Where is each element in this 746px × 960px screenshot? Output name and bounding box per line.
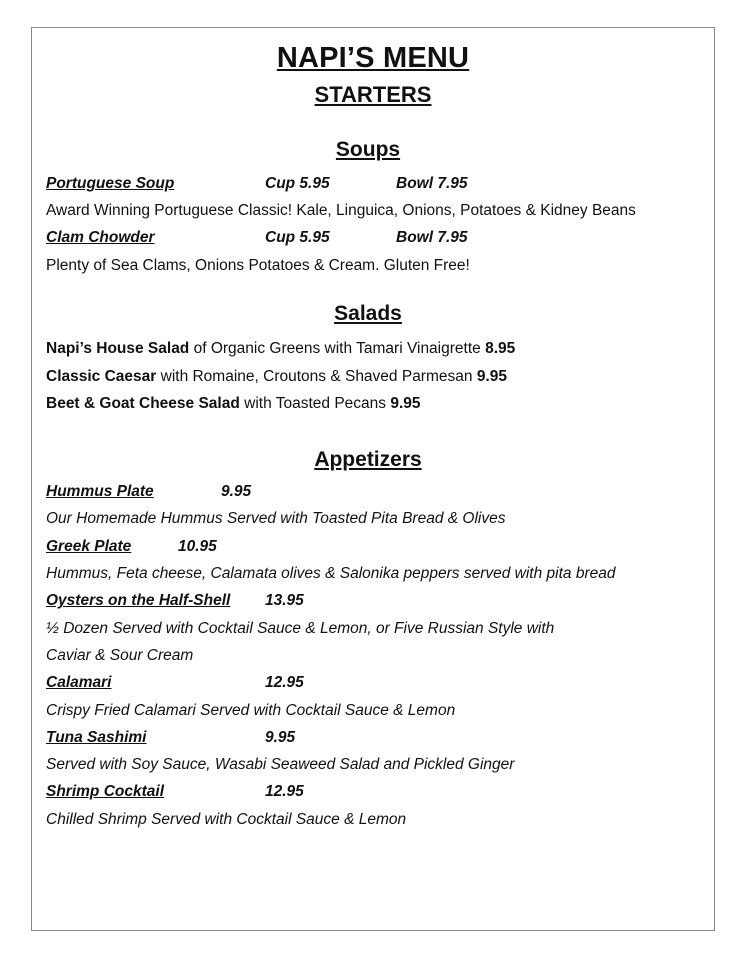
- soup-bowl-price: Bowl 7.95: [396, 229, 468, 246]
- soup-name: Clam Chowder: [46, 229, 155, 246]
- section-heading-soups: Soups: [335, 138, 401, 161]
- salad-line: [46, 395, 421, 413]
- salad-description: with Toasted Pecans: [239, 395, 391, 412]
- appetizer-price: 12.95: [265, 783, 304, 800]
- salad-name: Napi’s House Salad: [46, 340, 190, 357]
- appetizer-name: Shrimp Cocktail: [46, 783, 164, 800]
- salad-description: with Romaine, Croutons & Shaved Parmesan: [156, 368, 477, 385]
- section-heading-salads: Salads: [334, 302, 402, 325]
- appetizer-description: Chilled Shrimp Served with Cocktail Sauce & Lemon: [46, 811, 407, 828]
- salad-name: Beet & Goat Cheese Salad: [46, 395, 240, 412]
- salad-line: [46, 368, 507, 386]
- soup-cup-price: Cup 5.95: [265, 229, 330, 246]
- appetizer-name: Calamari: [46, 674, 112, 691]
- soup-name: Portuguese Soup: [46, 175, 175, 192]
- soup-bowl-price: Bowl 7.95: [396, 175, 468, 192]
- menu-title: NAPI’S MENU: [276, 42, 470, 74]
- soup-cup-price: Cup 5.95: [265, 175, 330, 192]
- appetizer-description: Our Homemade Hummus Served with Toasted Pita Bread & Olives: [46, 510, 506, 527]
- appetizer-price: 12.95: [265, 674, 304, 691]
- salad-price: 8.95: [485, 340, 516, 357]
- soup-description: Plenty of Sea Clams, Onions Potatoes & Cream. Gluten Free!: [46, 257, 470, 274]
- appetizer-price: 9.95: [265, 729, 296, 746]
- appetizer-name: Greek Plate: [46, 538, 132, 555]
- appetizer-description: Caviar & Sour Cream: [46, 647, 194, 664]
- appetizer-name: Hummus Plate: [46, 483, 154, 500]
- appetizer-description: Hummus, Feta cheese, Calamata olives & Salonika peppers served with pita bread: [46, 565, 616, 582]
- appetizer-price: 9.95: [221, 483, 252, 500]
- appetizer-description: Served with Soy Sauce, Wasabi Seaweed Salad and Pickled Ginger: [46, 756, 515, 773]
- salad-price: 9.95: [390, 395, 421, 412]
- appetizer-price: 10.95: [178, 538, 217, 555]
- appetizer-price: 13.95: [265, 592, 304, 609]
- salad-line: [46, 340, 515, 358]
- appetizer-name: Tuna Sashimi: [46, 729, 147, 746]
- menu-subtitle: STARTERS: [314, 82, 432, 107]
- appetizer-name: Oysters on the Half-Shell: [46, 592, 231, 609]
- soup-description: Award Winning Portuguese Classic! Kale, Linguica, Onions, Potatoes & Kidney Beans: [46, 202, 636, 219]
- salad-name: Classic Caesar: [46, 368, 157, 385]
- salad-price: 9.95: [476, 368, 507, 385]
- section-heading-appetizers: Appetizers: [314, 448, 422, 471]
- salad-description: of Organic Greens with Tamari Vinaigrette: [189, 340, 486, 357]
- appetizer-description: ½ Dozen Served with Cocktail Sauce & Lemon, or Five Russian Style with: [46, 620, 555, 637]
- appetizer-description: Crispy Fried Calamari Served with Cocktail Sauce & Lemon: [46, 702, 456, 719]
